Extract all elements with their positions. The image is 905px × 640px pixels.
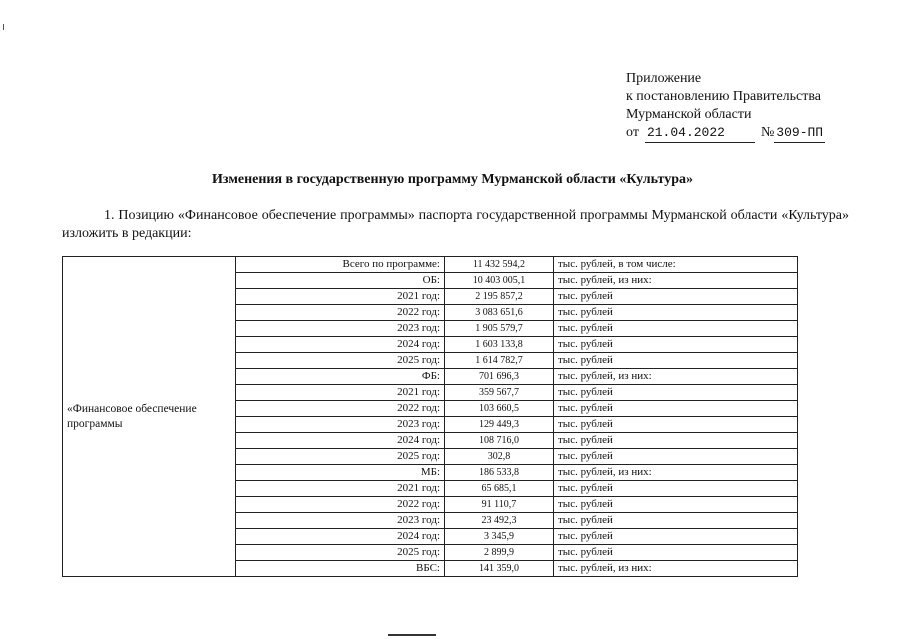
row-unit-cell: тыс. рублей (554, 305, 798, 321)
row-value-cell: 141 359,0 (445, 561, 554, 577)
row-label-cell: 2021 год: (236, 289, 445, 305)
row-unit-cell: тыс. рублей (554, 353, 798, 369)
row-label-cell: 2022 год: (236, 305, 445, 321)
row-unit-cell: тыс. рублей, из них: (554, 465, 798, 481)
row-label-cell: ФБ: (236, 369, 445, 385)
appendix-date-line (626, 124, 825, 143)
row-value-cell: 3 083 651,6 (445, 305, 554, 321)
row-value-cell: 65 685,1 (445, 481, 554, 497)
row-label-cell: 2024 год: (236, 433, 445, 449)
row-value-cell: 2 899,9 (445, 545, 554, 561)
row-label-cell: 2023 год: (236, 321, 445, 337)
row-unit-cell: тыс. рублей (554, 417, 798, 433)
paragraph-1: 1. Позицию «Финансовое обеспечение программы» паспорта государственной программы Мурманской области «Культура» изложить в редакции: (62, 208, 849, 241)
row-value-cell: 1 905 579,7 (445, 321, 554, 337)
appendix-region: Мурманской области (626, 107, 752, 122)
appendix-block (626, 70, 825, 143)
row-value-cell: 108 716,0 (445, 433, 554, 449)
decree-date: 21.04.2022 (645, 124, 755, 143)
footer-mark (388, 634, 436, 636)
row-label-cell: 2022 год: (236, 401, 445, 417)
row-value-cell: 11 432 594,2 (445, 257, 554, 273)
row-unit-cell: тыс. рублей (554, 401, 798, 417)
document-title: Изменения в государственную программу Мурманской области «Культура» (212, 172, 693, 187)
row-label-cell: 2025 год: (236, 545, 445, 561)
row-unit-cell: тыс. рублей, в том числе: (554, 257, 798, 273)
row-label-cell: 2023 год: (236, 417, 445, 433)
row-unit-cell: тыс. рублей, из них: (554, 273, 798, 289)
row-value-cell: 23 492,3 (445, 513, 554, 529)
appendix-decree: к постановлению Правительства (626, 89, 822, 104)
row-value-cell: 302,8 (445, 449, 554, 465)
number-label: № (760, 125, 775, 140)
row-label-cell: ВБС: (236, 561, 445, 577)
row-unit-cell: тыс. рублей (554, 481, 798, 497)
row-unit-cell: тыс. рублей (554, 433, 798, 449)
row-label-cell: 2021 год: (236, 481, 445, 497)
row-unit-cell: тыс. рублей (554, 289, 798, 305)
decree-number: 309-ПП (774, 124, 825, 143)
row-label-cell: ОБ: (236, 273, 445, 289)
row-value-cell: 359 567,7 (445, 385, 554, 401)
row-unit-cell: тыс. рублей (554, 545, 798, 561)
row-label-cell: Всего по программе: (236, 257, 445, 273)
row-unit-cell: тыс. рублей (554, 337, 798, 353)
row-value-cell: 1 603 133,8 (445, 337, 554, 353)
from-label: от (626, 125, 639, 140)
row-label-cell: 2024 год: (236, 337, 445, 353)
row-unit-cell: тыс. рублей (554, 513, 798, 529)
row-value-cell: 10 403 005,1 (445, 273, 554, 289)
row-unit-cell: тыс. рублей (554, 497, 798, 513)
row-value-cell: 91 110,7 (445, 497, 554, 513)
row-label-cell: МБ: (236, 465, 445, 481)
row-label-cell: 2022 год: (236, 497, 445, 513)
row-value-cell: 1 614 782,7 (445, 353, 554, 369)
row-label-cell: 2021 год: (236, 385, 445, 401)
row-value-cell: 2 195 857,2 (445, 289, 554, 305)
row-value-cell: 103 660,5 (445, 401, 554, 417)
table-row (63, 257, 798, 273)
row-unit-cell: тыс. рублей, из них: (554, 561, 798, 577)
row-unit-cell: тыс. рублей, из них: (554, 369, 798, 385)
row-value-cell: 701 696,3 (445, 369, 554, 385)
row-label-cell: 2025 год: (236, 449, 445, 465)
row-unit-cell: тыс. рублей (554, 449, 798, 465)
row-unit-cell: тыс. рублей (554, 385, 798, 401)
row-unit-cell: тыс. рублей (554, 321, 798, 337)
row-value-cell: 3 345,9 (445, 529, 554, 545)
row-label-cell: 2023 год: (236, 513, 445, 529)
row-value-cell: 186 533,8 (445, 465, 554, 481)
scan-artifact (3, 24, 4, 30)
row-unit-cell: тыс. рублей (554, 529, 798, 545)
row-header-label: «Финансовое обеспечение программы (63, 257, 236, 577)
row-label-cell: 2025 год: (236, 353, 445, 369)
row-value-cell: 129 449,3 (445, 417, 554, 433)
appendix-title: Приложение (626, 71, 702, 86)
row-label-cell: 2024 год: (236, 529, 445, 545)
financing-table (62, 256, 798, 577)
financing-table-body (63, 257, 798, 577)
